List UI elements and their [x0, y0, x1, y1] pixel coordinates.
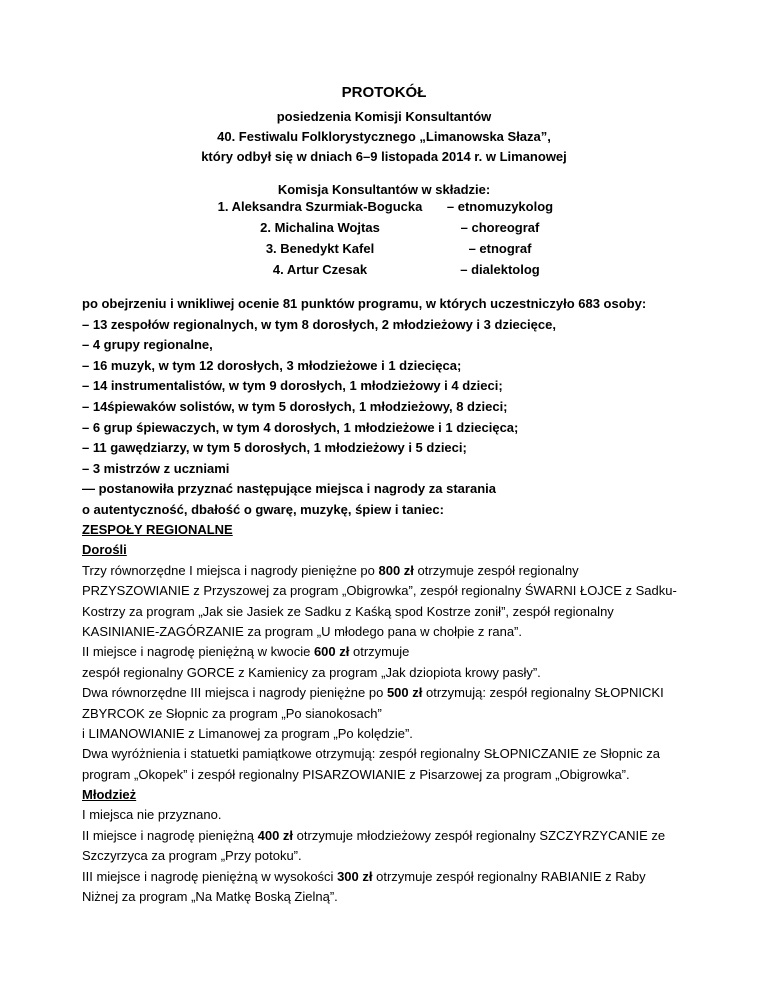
award-line — [82, 642, 702, 662]
summary-line: – 14śpiewaków solistów, w tym 5 dorosłych, 1 młodzieżowy, 8 dzieci; — [82, 398, 508, 414]
summary-line: – 11 gawędziarzy, w tym 5 dorosłych, 1 młodzieżowy i 5 dzieci; — [82, 440, 467, 456]
member-row — [0, 260, 768, 281]
adults-heading: Dorośli — [82, 542, 127, 558]
subtitle-line: posiedzenia Komisji Konsultantów — [276, 109, 492, 124]
award-text: II miejsce i nagrodę pieniężną w kwocie — [82, 644, 314, 660]
member-name: 2. Michalina Wojtas — [260, 220, 380, 235]
member-role: – choreograf — [460, 220, 540, 235]
participants-summary — [82, 294, 702, 521]
award-text: otrzymuje — [349, 644, 410, 660]
award-text: Dwa równorzędne III miejsca i nagrody pieniężne po — [82, 685, 387, 701]
award-line — [82, 765, 702, 785]
award-line — [82, 867, 702, 887]
award-amount: 800 zł — [378, 562, 414, 578]
committee-members — [0, 197, 768, 281]
document-subtitle — [0, 107, 768, 167]
award-line — [82, 663, 702, 683]
award-amount: 400 zł — [257, 827, 294, 843]
member-name: 1. Aleksandra Szurmiak-Bogucka — [217, 199, 423, 214]
award-text: Kostrzy za program „Jak sie Jasiek ze Sadku z Kaśką spod Kostrze zonił”, zespół regionalny — [82, 603, 614, 619]
summary-line: – 6 grup śpiewaczych, w tym 4 dorosłych, 1 młodzieżowe i 1 dziecięca; — [82, 419, 519, 435]
member-role: – dialektolog — [460, 262, 540, 277]
youth-awards — [82, 805, 702, 907]
award-line — [82, 805, 702, 825]
youth-heading: Młodzież — [82, 787, 137, 803]
award-text: Niżnej za program „Na Matkę Boską Zielną”. — [82, 889, 338, 905]
award-text: i LIMANOWIANIE z Limanowej za program „Po kolędzie”. — [82, 725, 413, 741]
member-name: 4. Artur Czesak — [272, 262, 368, 277]
award-text: Szczyrzyca za program „Przy potoku”. — [82, 848, 302, 864]
member-row — [0, 239, 768, 260]
award-text: otrzymują: zespół regionalny SŁOPNICKI — [422, 685, 664, 701]
award-text: I miejsca nie przyznano. — [82, 807, 222, 823]
award-amount: 500 zł — [386, 685, 423, 701]
member-role: – etnomuzykolog — [446, 199, 554, 214]
award-line — [82, 724, 702, 744]
award-text: II miejsce i nagrodę pieniężną — [82, 827, 258, 843]
award-line — [82, 622, 702, 642]
awards-section — [82, 520, 702, 907]
member-row — [0, 197, 768, 218]
summary-line: – 16 muzyk, w tym 12 dorosłych, 3 młodzieżowe i 1 dziecięca; — [82, 357, 462, 373]
committee-heading: Komisja Konsultantów w składzie: — [277, 182, 491, 197]
summary-line: – 13 zespołów regionalnych, w tym 8 dorosłych, 2 młodzieżowy i 3 dziecięce, — [82, 316, 556, 332]
award-line — [82, 602, 702, 622]
award-text: program „Okopek” i zespół regionalny PISARZOWIANIE z Pisarzowej za program „Obigrowka”. — [82, 766, 630, 782]
summary-line: — postanowiła przyznać następujące miejsca i nagrody za starania — [82, 481, 496, 497]
award-line — [82, 846, 702, 866]
adults-awards — [82, 561, 702, 785]
award-text: Dwa wyróżnienia i statuetki pamiątkowe otrzymują: zespół regionalny SŁOPNICZANIE ze Słopnic za — [82, 746, 661, 762]
award-line — [82, 683, 702, 703]
award-amount: 600 zł — [313, 644, 350, 660]
award-line — [82, 826, 702, 846]
award-text: ZBYRCOK ze Słopnic za program „Po sianokosach” — [82, 705, 382, 721]
subtitle-line: 40. Festiwalu Folklorystycznego „Limanowska Słaza”, — [217, 129, 551, 144]
award-line — [82, 561, 702, 581]
member-row — [0, 218, 768, 239]
award-text: PRZYSZOWIANIE z Przyszowej za program „Obigrowka”, zespół regionalny ŚWARNI ŁOJCE z Sadku- — [82, 583, 677, 599]
award-line — [82, 887, 702, 907]
summary-line: – 3 mistrzów z uczniami — [82, 460, 230, 476]
summary-line: o autentyczność, dbałość o gwarę, muzykę, śpiew i taniec: — [82, 501, 444, 517]
award-text: otrzymuje zespół regionalny — [413, 562, 579, 578]
summary-line: – 4 grupy regionalne, — [82, 337, 213, 353]
subtitle-line: który odbył się w dniach 6–9 listopada 2014 r. w Limanowej — [201, 149, 567, 164]
award-text: zespół regionalny GORCE z Kamienicy za program „Jak dziopiota krowy pasły”. — [82, 664, 541, 680]
summary-line: – 14 instrumentalistów, w tym 9 dorosłych, 1 młodzieżowy i 4 dzieci; — [82, 378, 503, 394]
award-amount: 300 zł — [337, 868, 373, 884]
summary-line: po obejrzeniu i wnikliwej ocenie 81 punktów programu, w których uczestniczyło 683 osoby: — [82, 296, 647, 311]
member-role: – etnograf — [468, 241, 532, 256]
award-line — [82, 704, 702, 724]
award-line — [82, 744, 702, 764]
document-title: PROTOKÓŁ — [341, 84, 427, 101]
award-text: Trzy równorzędne I miejsca i nagrody pieniężne po — [82, 562, 379, 578]
award-text: otrzymuje młodzieżowy zespół regionalny SZCZYRZYCANIE ze — [293, 827, 666, 843]
award-text: III miejsce i nagrodę pieniężną w wysokości — [82, 868, 338, 884]
member-name: 3. Benedykt Kafel — [265, 241, 375, 256]
award-text: KASINIANIE-ZAGÓRZANIE za program „U młodego pana w chołpie z rana”. — [82, 623, 522, 639]
award-line — [82, 581, 702, 601]
section-heading: ZESPOŁY REGIONALNE — [82, 522, 233, 537]
award-text: otrzymuje zespół regionalny RABIANIE z Raby — [372, 868, 646, 884]
